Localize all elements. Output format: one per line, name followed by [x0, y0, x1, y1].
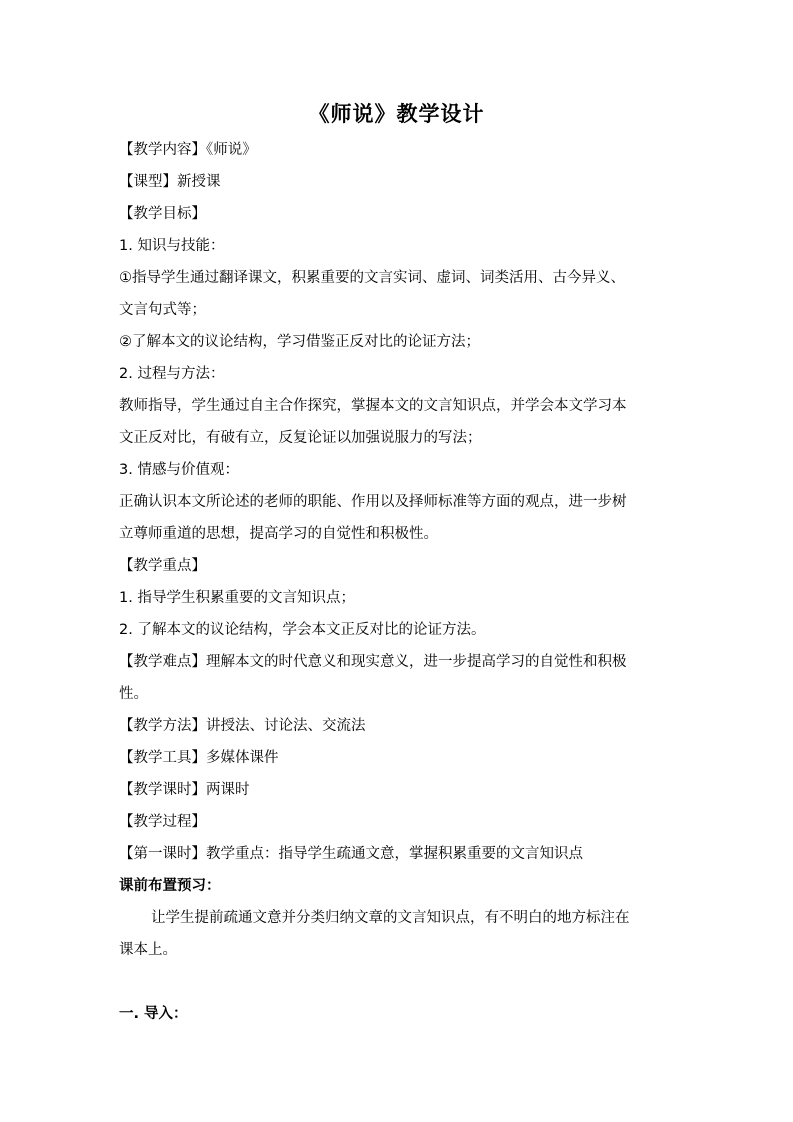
teaching-difficulty-line: 【教学难点】理解本文的时代意义和现实意义，进一步提高学习的自觉性和积极 — [119, 654, 627, 670]
objective-knowledge-heading: 1. 知识与技能： — [119, 238, 225, 254]
objective-knowledge-item-1-cont: 文言句式等； — [119, 302, 206, 318]
preview-text: 让学生提前疏通文意并分类归纳文章的文言知识点，有不明白的地方标注在 — [151, 910, 630, 926]
preview-text-cont: 课本上。 — [119, 942, 177, 958]
teaching-focus-item-2: 2. 了解本文的议论结构，学会本文正反对比的论证方法。 — [119, 622, 486, 638]
teaching-difficulty-line-cont: 性。 — [119, 686, 148, 702]
objective-knowledge-item-2: ②了解本文的议论结构，学习借鉴正反对比的论证方法； — [119, 334, 480, 350]
objective-values-text: 正确认识本文所论述的老师的职能、作用以及择师标准等方面的观点，进一步树 — [119, 494, 627, 510]
teaching-focus-heading: 【教学重点】 — [119, 558, 206, 574]
teaching-content-line: 【教学内容】《师说》 — [119, 142, 257, 158]
first-period-line: 【第一课时】教学重点：指导学生疏通文意，掌握积累重要的文言知识点 — [119, 846, 583, 862]
introduction-heading: 一. 导入： — [119, 1006, 188, 1022]
lesson-type-line: 【课型】新授课 — [119, 174, 221, 190]
objective-values-text-cont: 立尊师重道的思想，提高学习的自觉性和积极性。 — [119, 526, 438, 542]
objective-process-heading: 2. 过程与方法： — [119, 366, 225, 382]
objective-values-heading: 3. 情感与价值观： — [119, 462, 239, 478]
objective-process-text-cont: 文正反对比，有破有立，反复论证以加强说服力的写法； — [119, 430, 482, 446]
teaching-periods-line: 【教学课时】两课时 — [119, 782, 250, 798]
teaching-objectives-heading: 【教学目标】 — [119, 206, 206, 222]
document-title: 《师说》教学设计 — [308, 102, 485, 126]
teaching-tools-line: 【教学工具】多媒体课件 — [119, 750, 279, 766]
teaching-methods-line: 【教学方法】讲授法、讨论法、交流法 — [119, 718, 366, 734]
teaching-focus-item-1: 1. 指导学生积累重要的文言知识点； — [119, 590, 355, 606]
objective-process-text: 教师指导，学生通过自主合作探究，掌握本文的文言知识点，并学会本文学习本 — [119, 398, 627, 414]
objective-knowledge-item-1: ①指导学生通过翻译课文，积累重要的文言实词、虚词、词类活用、古今异义、 — [119, 270, 625, 286]
preview-heading: 课前布置预习： — [119, 878, 221, 894]
teaching-process-heading: 【教学过程】 — [119, 814, 206, 830]
